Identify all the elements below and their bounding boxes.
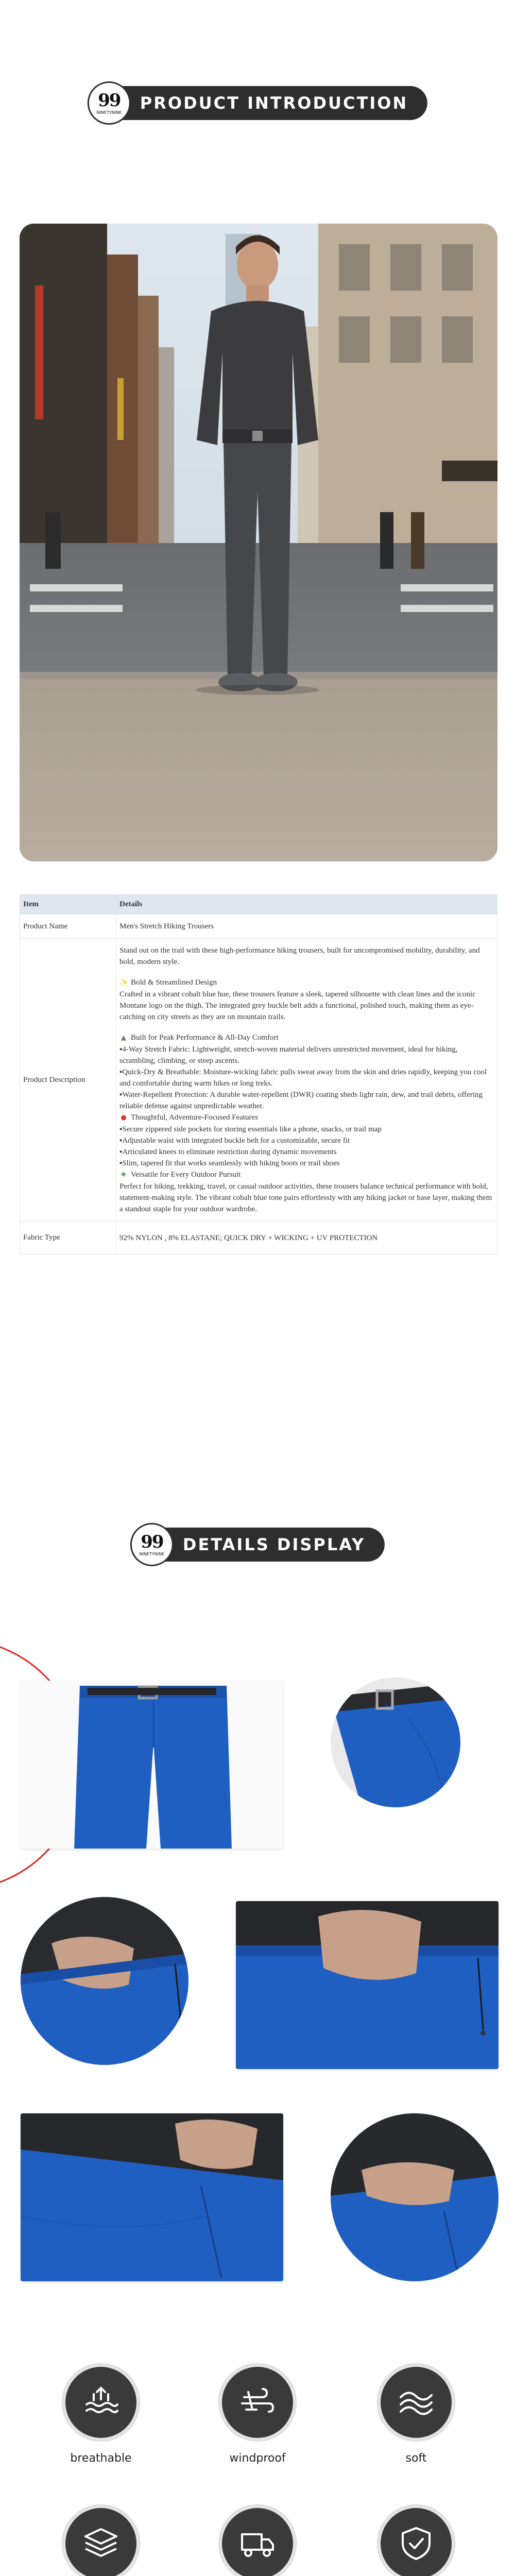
table-row	[20, 939, 497, 1222]
sparkle-icon: ✨	[119, 979, 128, 987]
fabric-type-label: Fabric Type	[20, 1222, 116, 1255]
section-title-intro: PRODUCT INTRODUCTION	[140, 93, 408, 113]
feature-quality-assurance	[365, 2505, 468, 2576]
detail-photo-side-zip-circle	[331, 2113, 499, 2281]
features-heading: Thoughtful, Adventure-Focused Features	[131, 1113, 259, 1122]
performance-heading-line	[119, 1032, 494, 1044]
detail-photo-pocket-circle	[21, 1897, 188, 2065]
feature-label: breathable	[70, 2452, 132, 2465]
design-heading: Bold & Streamlined Design	[131, 978, 217, 987]
brand-logo	[88, 81, 131, 125]
logo-brand: NINETYNINE	[96, 110, 122, 115]
product-description-label: Product Description	[20, 939, 116, 1222]
product-introduction-header	[88, 81, 427, 125]
design-text: Crafted in a vibrant cobalt blue hue, these trousers feature a sleek, tapered silhouette with clean lines and the iconic Montane logo on the thigh. The integrated grey buckle belt adds a functional, polished touch, making them as eye-catching on city streets as they are on mountain trails.	[119, 990, 476, 1021]
feature-windproof	[206, 2364, 309, 2466]
design-heading-line	[119, 977, 494, 989]
list-item: ▪Adjustable waist with integrated buckle belt for a customizable, secure fit	[119, 1137, 350, 1145]
detail-photo-waist-circle	[331, 1677, 460, 1807]
feature-breathable	[49, 2364, 152, 2466]
product-name-label: Product Name	[20, 914, 116, 939]
list-item: ▪Slim, tapered fit that works seamlessly with hiking boots or trail shoes	[119, 1159, 340, 1167]
features-heading-line	[119, 1112, 494, 1124]
product-name-value: Men's Stretch Hiking Trousers	[116, 914, 497, 939]
mountain-icon: ▲	[121, 1034, 126, 1042]
feature-soft	[365, 2364, 468, 2466]
backpack-icon: ●	[121, 1114, 127, 1122]
description-intro: Stand out on the trail with these high-performance hiking trousers, built for uncompromised mobility, durability, and bold, modern style.	[119, 946, 480, 966]
details-display-header	[130, 1523, 385, 1566]
product-description-value	[116, 939, 497, 1222]
brand-logo	[130, 1523, 174, 1566]
versatile-text: Perfect for hiking, trekking, travel, or casual outdoor activities, these trousers balance technical performance with bold, statement-making style. The vibrant cobalt blue tone pairs effortlessly with any hiking jacket or base layer, making them a standout staple for your outdoor wardrobe.	[119, 1182, 492, 1213]
detail-photo-pocket-rect	[236, 1901, 499, 2069]
logo-number: 99	[98, 90, 121, 111]
fabric-type-value: 92% NYLON , 8% ELASTANE; QUICK DRY + WICKING + UV PROTECTION	[116, 1222, 497, 1255]
table-header-item: Item	[20, 895, 116, 914]
versatile-heading: Versatile for Every Outdoor Pursuit	[131, 1171, 241, 1179]
list-item: ▪Water-Repellent Protection: A durable water-repellent (DWR) coating sheds light rain, dew, and trail debris, offering reliable defense against unpredictable weather.	[119, 1091, 483, 1110]
detail-photo-front	[21, 1681, 283, 1849]
soft-icon	[377, 2364, 455, 2441]
list-item: ▪Quick-Dry & Breathable: Moisture-wicking fabric pulls sweat away from the skin and dries rapidly, keeping you cool and comfortable during warm hikes or long treks.	[119, 1068, 487, 1088]
layers-icon	[62, 2505, 140, 2576]
logo-number: 99	[141, 1531, 163, 1552]
feature-spot-quick-delivery	[206, 2505, 309, 2576]
table-row	[20, 914, 497, 939]
feature-label: windproof	[229, 2452, 286, 2465]
table-row	[20, 1222, 497, 1255]
feature-label: soft	[405, 2452, 427, 2465]
hero-model-photo	[20, 224, 497, 861]
shield-check-icon	[377, 2505, 455, 2576]
leaf-icon: ❖	[121, 1171, 127, 1179]
section-title-details: DETAILS DISPLAY	[182, 1535, 366, 1554]
list-item: ▪Articulated knees to eliminate restriction during dynamic movements	[119, 1148, 337, 1156]
table-header-details: Details	[116, 895, 497, 914]
windproof-icon	[219, 2364, 296, 2441]
performance-heading: Built for Peak Performance & All-Day Comfort	[131, 1033, 279, 1042]
list-item: ▪Secure zippered side pockets for storing essentials like a phone, snacks, or trail map	[119, 1125, 382, 1133]
logo-brand: NINETYNINE	[139, 1551, 165, 1556]
delivery-truck-icon	[219, 2505, 296, 2576]
feature-thickened-material	[49, 2505, 152, 2576]
breathable-icon	[62, 2364, 140, 2441]
versatile-heading-line	[119, 1169, 494, 1181]
detail-photo-side-zip-rect	[21, 2113, 283, 2281]
list-item: ▪4-Way Stretch Fabric: Lightweight, stretch-woven material delivers unrestricted movement, ideal for hiking, scrambling, climbing, or steep ascents.	[119, 1045, 458, 1065]
product-spec-table	[20, 894, 497, 1255]
